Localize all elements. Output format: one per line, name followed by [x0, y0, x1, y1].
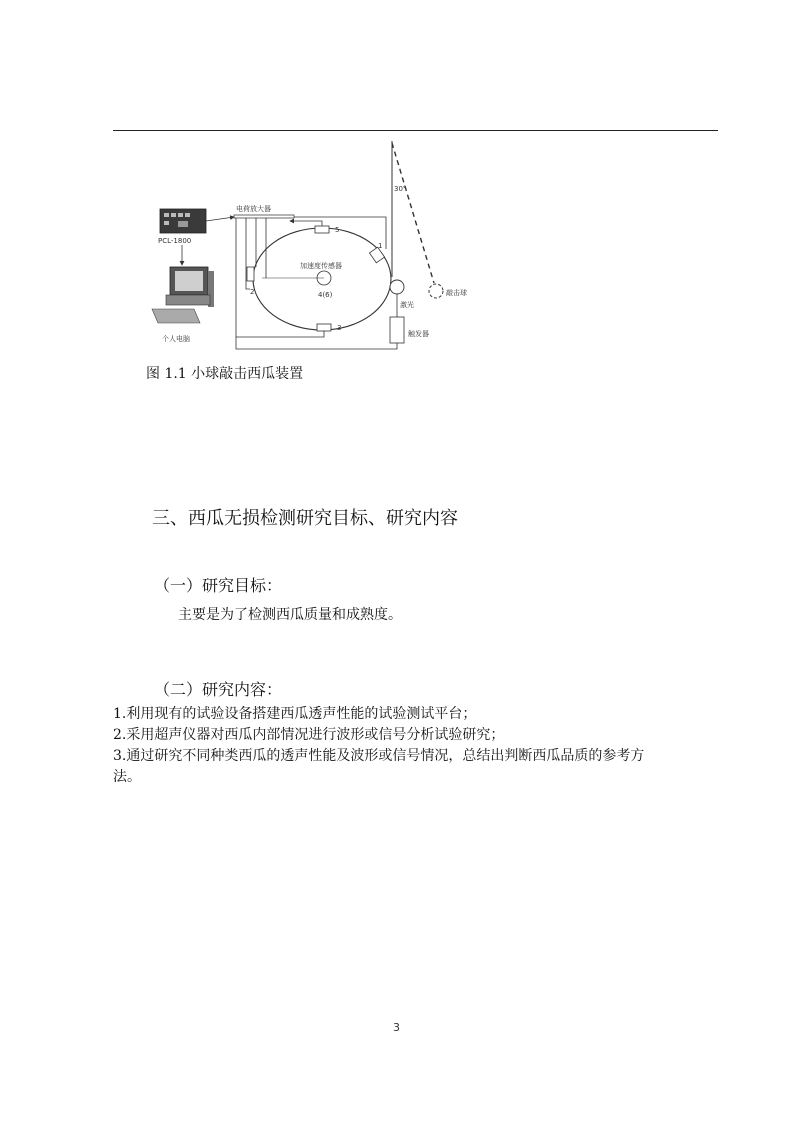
content-heading: （二）研究内容：: [154, 680, 283, 699]
pc-label: 个人电脑: [162, 335, 190, 343]
strike-ball-icon: [429, 284, 443, 298]
ball-label: 敲击球: [446, 289, 467, 297]
trigger-box: [390, 317, 404, 343]
list-item: 3.通过研究不同种类西瓜的透声性能及波形或信号情况，总结出判断西瓜品质的参考方: [113, 748, 645, 764]
laser-icon: [390, 280, 404, 294]
goal-text: 主要是为了检测西瓜质量和成熟度。: [178, 607, 402, 623]
sensor-center-label: 4(6): [318, 291, 333, 299]
list-item: 1.利用现有的试验设备搭建西瓜透声性能的试验测试平台；: [113, 706, 477, 722]
sensor-title: 加速度传感器: [300, 262, 342, 270]
apparatus-figure: [142, 137, 467, 355]
sensor-5-label: 5: [335, 226, 340, 234]
page-number: 3: [393, 1021, 400, 1034]
trigger-label: 触发器: [408, 330, 429, 338]
amplifier-label: 电荷放大器: [236, 205, 271, 213]
section-heading: 三、西瓜无损检测研究目标、研究内容: [152, 508, 458, 529]
list-item: 法。: [113, 769, 141, 785]
angle-label: 30°: [394, 185, 407, 193]
laser-label: 激光: [400, 301, 414, 309]
figure-caption: 图 1.1 小球敲击西瓜装置: [146, 366, 304, 382]
sensor-2-label: 2: [250, 288, 255, 296]
header-rule: [113, 130, 718, 131]
sensor-1-label: 1: [378, 242, 383, 250]
apparatus-diagram: [142, 137, 467, 355]
goal-heading: （一）研究目标：: [154, 576, 283, 595]
sensor-3-label: 3: [337, 324, 342, 332]
list-item: 2.采用超声仪器对西瓜内部情况进行波形或信号分析试验研究；: [113, 727, 505, 743]
watermelon-shape: [253, 228, 391, 330]
card-label: PCL-1800: [158, 237, 192, 245]
content-list: [113, 704, 723, 788]
